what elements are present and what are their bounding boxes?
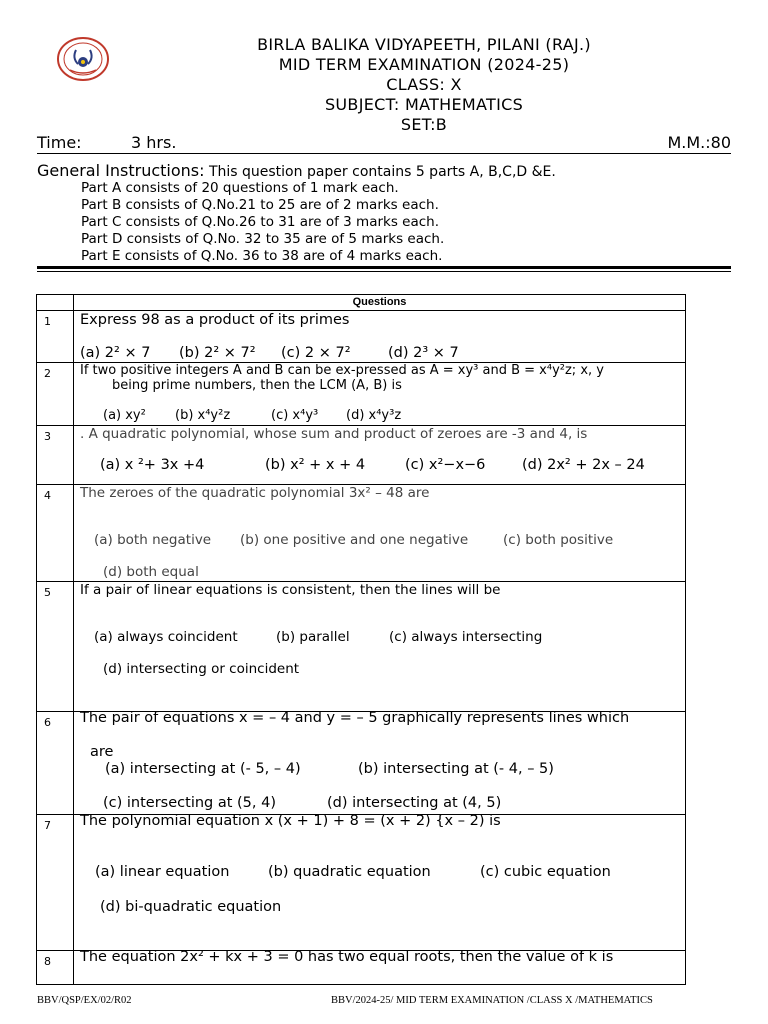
option: (c) x⁴y³ <box>271 408 319 423</box>
option: (d) 2x² + 2x – 24 <box>522 457 645 473</box>
instructions-intro: This question paper contains 5 parts A, B,C,D &E. <box>208 164 556 180</box>
set-label: SET:B <box>400 115 448 134</box>
table-row <box>37 582 686 712</box>
question-text: The equation 2x² + kx + 3 = 0 has two equal roots, then the value of k is <box>80 949 614 965</box>
question-text-continued: being prime numbers, then the LCM (A, B) is <box>112 378 402 393</box>
divider <box>37 266 731 269</box>
question-number: 5 <box>37 582 74 712</box>
instruction-part: Part C consists of Q.No.26 to 31 are of 3 marks each. <box>81 214 440 230</box>
time-value: 3 hrs. <box>131 133 177 152</box>
question-cell <box>74 485 686 582</box>
divider <box>37 271 731 272</box>
table-row <box>37 426 686 485</box>
instruction-part: Part B consists of Q.No.21 to 25 are of 2 marks each. <box>81 197 439 213</box>
option: (b) parallel <box>276 629 350 645</box>
option: (d) 2³ × 7 <box>388 345 459 361</box>
option: (d) both equal <box>103 564 199 580</box>
table-row <box>37 363 686 426</box>
question-number: 7 <box>37 815 74 951</box>
option: (c) cubic equation <box>480 864 611 880</box>
class-label: CLASS: X <box>386 75 462 94</box>
question-cell <box>74 311 686 363</box>
divider <box>37 153 731 154</box>
question-cell <box>74 426 686 485</box>
question-cell <box>74 712 686 815</box>
instruction-part: Part E consists of Q.No. 36 to 38 are of 4 marks each. <box>81 248 443 264</box>
general-instructions <box>37 161 556 180</box>
option: (c) intersecting at (5, 4) <box>103 795 277 811</box>
question-cell <box>74 363 686 426</box>
question-text-continued: are <box>90 744 114 760</box>
table-header-number <box>37 295 74 311</box>
option: (b) one positive and one negative <box>240 532 469 548</box>
option: (c) always intersecting <box>389 629 543 645</box>
option: (d) bi-quadratic equation <box>100 899 282 915</box>
table-row <box>37 712 686 815</box>
table-row <box>37 311 686 363</box>
max-marks: M.M.:80 <box>667 133 731 152</box>
question-number: 3 <box>37 426 74 485</box>
question-cell <box>74 951 686 985</box>
question-text: If a pair of linear equations is consistent, then the lines will be <box>80 582 501 598</box>
question-number: 4 <box>37 485 74 582</box>
table-row <box>37 951 686 985</box>
option: (c) x²−x−6 <box>405 457 486 473</box>
option: (c) 2 × 7² <box>281 345 351 361</box>
question-text: The polynomial equation x (x + 1) + 8 = (x + 2) {x – 2) is <box>80 813 501 829</box>
instructions-label: General Instructions: <box>37 161 205 180</box>
option: (a) always coincident <box>94 629 238 645</box>
question-text: The pair of equations x = – 4 and y = – 5 graphically represents lines which <box>80 710 630 726</box>
option: (b) quadratic equation <box>268 864 431 880</box>
question-cell <box>74 815 686 951</box>
option: (d) intersecting at (4, 5) <box>327 795 502 811</box>
instruction-part: Part D consists of Q.No. 32 to 35 are of 5 marks each. <box>81 231 445 247</box>
option: (a) intersecting at (- 5, – 4) <box>105 761 301 777</box>
table-row <box>37 815 686 951</box>
question-cell <box>74 582 686 712</box>
option: (a) 2² × 7 <box>80 345 151 361</box>
option: (b) intersecting at (- 4, – 5) <box>358 761 554 777</box>
school-name: BIRLA BALIKA VIDYAPEETH, PILANI (RAJ.) <box>257 35 591 54</box>
question-number: 2 <box>37 363 74 426</box>
table-header-questions: Questions <box>74 295 686 311</box>
question-text: The zeroes of the quadratic polynomial 3x² – 48 are <box>80 485 430 501</box>
option: (b) 2² × 7² <box>179 345 256 361</box>
question-text: If two positive integers A and B can be ex-pressed as A = xy³ and B = x⁴y²z; x, y <box>80 363 604 378</box>
question-text: . A quadratic polynomial, whose sum and product of zeroes are -3 and 4, is <box>80 426 588 442</box>
option: (d) intersecting or coincident <box>103 661 300 677</box>
questions-table <box>36 294 686 985</box>
subject-label: SUBJECT: MATHEMATICS <box>324 95 524 114</box>
option: (c) both positive <box>503 532 614 548</box>
option: (a) both negative <box>94 532 212 548</box>
footer-right: BBV/2024-25/ MID TERM EXAMINATION /CLASS X /MATHEMATICS <box>331 995 653 1006</box>
option: (b) x⁴y²z <box>175 408 231 423</box>
time-label: Time: <box>37 133 82 152</box>
footer-left: BBV/QSP/EX/02/R02 <box>37 995 132 1006</box>
question-number: 6 <box>37 712 74 815</box>
question-number: 1 <box>37 311 74 363</box>
table-row <box>37 485 686 582</box>
option: (a) linear equation <box>95 864 230 880</box>
exam-title: MID TERM EXAMINATION (2024-25) <box>278 55 570 74</box>
question-number: 8 <box>37 951 74 985</box>
instruction-part: Part A consists of 20 questions of 1 mark each. <box>81 180 399 196</box>
option: (a) xy² <box>103 408 146 423</box>
option: (a) x ²+ 3x +4 <box>100 457 205 473</box>
option: (b) x² + x + 4 <box>265 457 366 473</box>
option: (d) x⁴y³z <box>346 408 402 423</box>
question-text: Express 98 as a product of its primes <box>80 312 350 328</box>
